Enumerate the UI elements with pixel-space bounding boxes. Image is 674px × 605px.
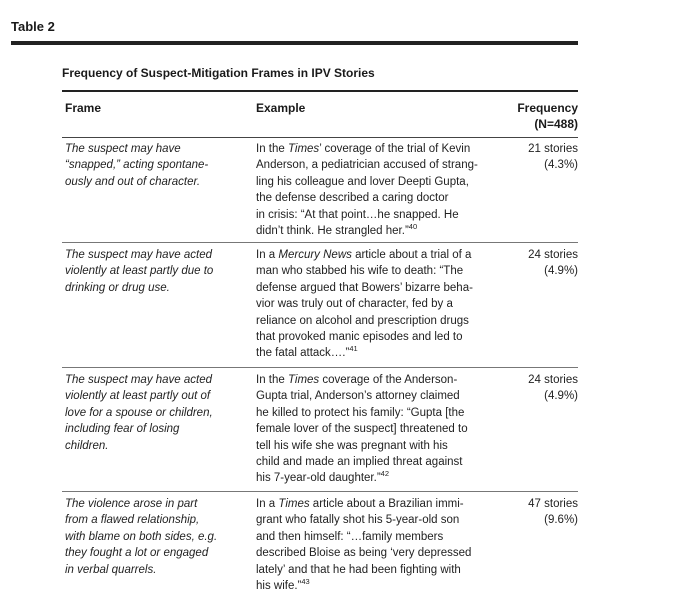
example-cell bbox=[256, 496, 496, 594]
example-line: man who stabbed his wife to death: “The bbox=[256, 265, 464, 278]
example-line: in crisis: “At that point…he snapped. He bbox=[256, 208, 459, 221]
example-line: he killed to protect his family: “Gupta [the bbox=[256, 406, 465, 419]
footnote-ref: 43 bbox=[301, 577, 310, 587]
frame-line: in verbal quarrels. bbox=[65, 563, 157, 576]
example-line: tell his wife she was pregnant with his bbox=[256, 439, 448, 452]
frequency-cell bbox=[498, 247, 578, 280]
table-label: Table 2 bbox=[11, 19, 55, 34]
example-line: that provoked manic episodes and led to bbox=[256, 331, 463, 344]
story-percent: (4.3%) bbox=[544, 159, 578, 172]
example-line: child and made an implied threat against bbox=[256, 456, 463, 469]
footnote-ref: 40 bbox=[408, 222, 418, 232]
story-percent: (9.6%) bbox=[544, 514, 578, 527]
story-percent: (4.9%) bbox=[544, 265, 578, 278]
table-caption: Frequency of Suspect-Mitigation Frames in IPV Stories bbox=[62, 66, 375, 80]
example-line: ling his colleague and lover Deepti Gupta, bbox=[256, 175, 469, 188]
frame-line: from a flawed relationship, bbox=[65, 514, 200, 527]
example-cell bbox=[256, 372, 496, 487]
example-line: lately’ and that he had been fighting with bbox=[256, 563, 461, 576]
frame-line: The suspect may have acted bbox=[65, 249, 213, 261]
header-frame: Frame bbox=[65, 101, 102, 115]
frame-cell bbox=[65, 372, 230, 454]
frame-line: violently at least partly due to bbox=[65, 265, 214, 278]
frame-line: they fought a lot or engaged bbox=[65, 547, 209, 560]
row-divider bbox=[62, 242, 578, 243]
frequency-cell bbox=[498, 372, 578, 405]
story-count: 24 stories bbox=[528, 249, 578, 261]
header-frequency bbox=[517, 100, 578, 132]
example-line: described Bloise as being ‘very depressed bbox=[256, 547, 472, 560]
example-cell bbox=[256, 247, 496, 362]
example-line: In a Mercury News article about a trial of a bbox=[256, 249, 472, 261]
story-count: 24 stories bbox=[528, 374, 578, 386]
frame-cell bbox=[65, 496, 230, 578]
example-line: his 7-year-old daughter.”$^{42}$ bbox=[256, 469, 389, 485]
frequency-cell bbox=[498, 141, 578, 174]
frame-line: The suspect may have acted bbox=[65, 374, 213, 386]
example-line: the fatal attack….”$^{41}$ bbox=[256, 344, 358, 360]
row-divider bbox=[62, 491, 578, 492]
frame-cell bbox=[65, 247, 230, 296]
example-line: female lover of the suspect] threatened to bbox=[256, 423, 468, 436]
example-line: grant who fatally shot his 5-year-old son bbox=[256, 514, 460, 527]
example-line: his wife.”$^{43}$ bbox=[256, 577, 310, 593]
frame-line: drinking or drug use. bbox=[65, 281, 170, 294]
frequency-cell bbox=[498, 496, 578, 529]
frame-cell bbox=[65, 141, 230, 190]
frame-line: The violence arose in part bbox=[65, 498, 198, 510]
example-line: In the Times coverage of the Anderson- bbox=[256, 374, 458, 386]
top-rule bbox=[11, 41, 578, 45]
footnote-ref: 42 bbox=[380, 469, 389, 479]
header-rule bbox=[62, 137, 578, 138]
example-line: didn’t think. He strangled her.”$^{40}$ bbox=[256, 222, 418, 238]
example-line: and then himself: “…family members bbox=[256, 530, 444, 543]
example-line: defense argued that Bowers’ bizarre beha- bbox=[256, 281, 473, 294]
story-count: 21 stories bbox=[528, 143, 578, 155]
example-line: reliance on alcohol and prescription drugs bbox=[256, 314, 469, 327]
frame-line: love for a spouse or children, bbox=[65, 406, 213, 419]
example-line: In a Times article about a Brazilian immi- bbox=[256, 498, 464, 510]
row-divider bbox=[62, 367, 578, 368]
header-frequency-label: Frequency bbox=[517, 101, 578, 115]
example-line: the defense described a caring doctor bbox=[256, 192, 449, 205]
caption-rule bbox=[62, 90, 578, 92]
frame-line: violently at least partly out of bbox=[65, 390, 211, 403]
header-frequency-n: (N=488) bbox=[534, 117, 578, 131]
header-example: Example bbox=[256, 101, 306, 115]
frame-line: The suspect may have bbox=[65, 143, 181, 155]
frame-line: children. bbox=[65, 439, 109, 452]
example-line: Anderson, a pediatrician accused of strang- bbox=[256, 159, 478, 172]
frame-line: ously and out of character. bbox=[65, 175, 201, 188]
footnote-ref: 41 bbox=[349, 344, 358, 354]
story-count: 47 stories bbox=[528, 498, 578, 510]
example-line: vior was truly out of character, fed by a bbox=[256, 298, 453, 311]
frame-line: including fear of losing bbox=[65, 423, 180, 436]
frame-line: with blame on both sides, e.g. bbox=[65, 530, 218, 543]
example-cell bbox=[256, 141, 496, 239]
example-line: In the Times’ coverage of the trial of Kevin bbox=[256, 143, 471, 155]
story-percent: (4.9%) bbox=[544, 390, 578, 403]
example-line: Gupta trial, Anderson’s attorney claimed bbox=[256, 390, 460, 403]
frame-line: “snapped,” acting spontane- bbox=[65, 159, 209, 172]
